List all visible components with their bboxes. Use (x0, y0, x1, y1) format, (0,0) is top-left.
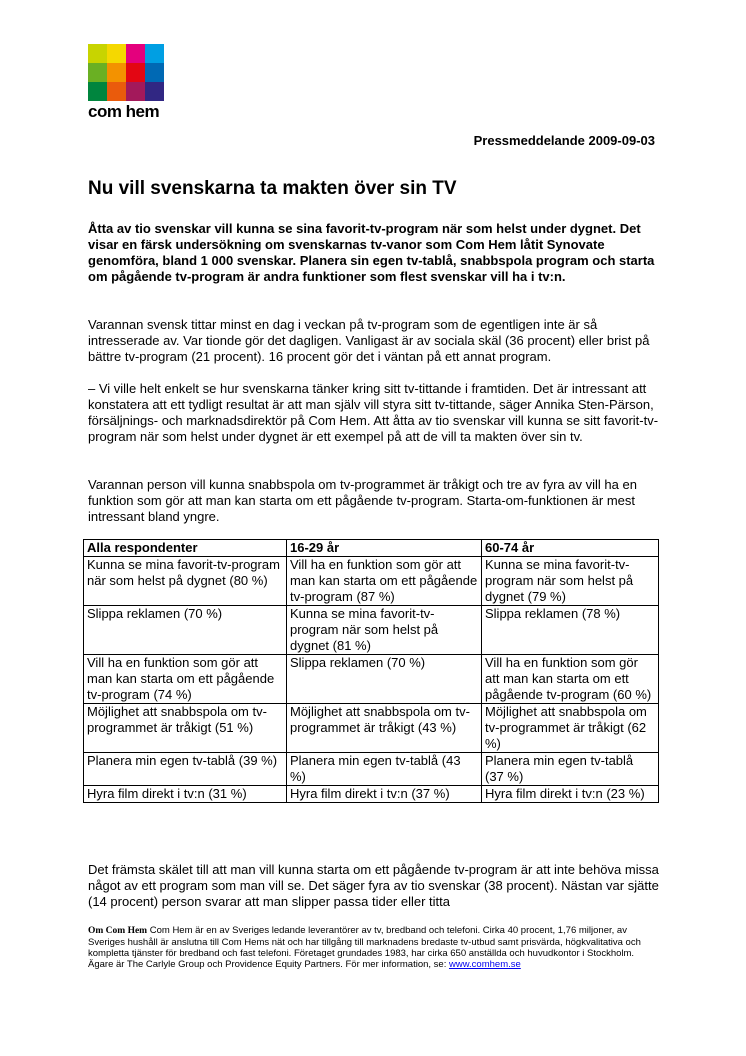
table-cell: Planera min egen tv-tablå (43 %) (287, 753, 482, 786)
column-header-16-29: 16-29 år (287, 540, 482, 557)
table-cell: Hyra film direkt i tv:n (37 %) (287, 786, 482, 803)
logo-tile (145, 63, 164, 82)
page-title: Nu vill svenskarna ta makten över sin TV (88, 178, 457, 199)
table-row (84, 557, 659, 606)
table-row (84, 606, 659, 655)
table-cell: Kunna se mina favorit-tv-program när som helst på dygnet (79 %) (482, 557, 659, 606)
table-row (84, 786, 659, 803)
logo-tile (145, 44, 164, 63)
body-paragraph: Varannan person vill kunna snabbspola om tv-programmet är tråkigt och tre av fyra av vill ha en funktion som gör att man kan starta om ett pågående tv-program. Starta-om-funktionen är mest intressant bland yngre. (88, 477, 637, 524)
table-cell: Möjlighet att snabbspola om tv-programmet är tråkigt (51 %) (84, 704, 287, 753)
footer-label: Om Com Hem (88, 926, 148, 936)
table-cell: Vill ha en funktion som gör att man kan starta om ett pågående tv-program (74 %) (84, 655, 287, 704)
logo-tile (88, 82, 107, 101)
com-hem-logo (88, 44, 164, 122)
table-cell: Kunna se mina favorit-tv-program när som helst på dygnet (80 %) (84, 557, 287, 606)
logo-tile (126, 63, 145, 82)
table-cell: Planera min egen tv-tablå (37 %) (482, 753, 659, 786)
footer-about (88, 925, 662, 970)
logo-tile (88, 63, 107, 82)
logo-tile (88, 44, 107, 63)
table-header-row (84, 540, 659, 557)
table-cell: Slippa reklamen (78 %) (482, 606, 659, 655)
table-cell: Hyra film direkt i tv:n (31 %) (84, 786, 287, 803)
table-cell: Möjlighet att snabbspola om tv-programmet är tråkigt (43 %) (287, 704, 482, 753)
table-cell: Vill ha en funktion som gör att man kan starta om ett pågående tv-program (87 %) (287, 557, 482, 606)
press-release-date: Pressmeddelande 2009-09-03 (473, 133, 655, 148)
table-cell: Vill ha en funktion som gör att man kan starta om ett pågående tv-program (60 %) (482, 655, 659, 704)
logo-tile (107, 82, 126, 101)
body-paragraph: – Vi ville helt enkelt se hur svenskarna tänker kring sitt tv-tittande i framtiden. Det är intressant att konstatera att ett tydligt resultat är att man själv vill styra sitt tv-tittande, säger Annika Sten-Pärson, försäljnings- och marknadsdirektör på Com Hem. Att åtta av tio svenskar vill kunna se sitt favorit-tv-program när som helst under dygnet är ett exempel på att de vill ta makten över sin tv. (88, 381, 659, 444)
table-row (84, 753, 659, 786)
column-header-60-74: 60-74 år (482, 540, 659, 557)
table-cell: Hyra film direkt i tv:n (23 %) (482, 786, 659, 803)
footer-text: Com Hem är en av Sveriges ledande leverantörer av tv, bredband och telefoni. Cirka 40 procent, 1,76 miljoner, av Sveriges hushåll är anslutna till Com Hems nät och har tillgång till marknadens bredaste tv-utbud samt prisvärda, högkvalitativa och kompletta tjänster för bredband och fast telefoni. Företaget grundades 1983, har cirka 650 anställda och huvudkontor i Stockholm. Ägare är The Carlyle Group och Providence Equity Partners. För mer information, se: (88, 925, 641, 970)
table-cell: Planera min egen tv-tablå (39 %) (84, 753, 287, 786)
logo-tile (126, 44, 145, 63)
table-row (84, 704, 659, 753)
table-cell: Kunna se mina favorit-tv-program när som helst på dygnet (81 %) (287, 606, 482, 655)
logo-tile (145, 82, 164, 101)
body-paragraph: Varannan svensk tittar minst en dag i veckan på tv-program som de egentligen inte är så intresserade av. Var tionde gör det dagligen. Vanligast är av sociala skäl (36 procent) eller brist på bättre tv-program (21 procent). 16 procent gör det i väntan på ett annat program. (88, 317, 650, 364)
logo-tile (107, 44, 126, 63)
respondents-table (83, 539, 659, 803)
body-paragraph: Det främsta skälet till att man vill kunna starta om ett pågående tv-program är att inte behöva missa något av ett program som man vill se. Det säger fyra av tio svenskar (38 procent). Nästan var sjätte (14 procent) person svarar att man slipper passa tider eller titta (88, 862, 659, 909)
logo-tile (107, 63, 126, 82)
table-cell: Möjlighet att snabbspola om tv-programmet är tråkigt (62 %) (482, 704, 659, 753)
table-row (84, 655, 659, 704)
column-header-all: Alla respondenter (84, 540, 287, 557)
logo-color-grid (88, 44, 164, 101)
table-cell: Slippa reklamen (70 %) (84, 606, 287, 655)
table-cell: Slippa reklamen (70 %) (287, 655, 482, 704)
logo-tile (126, 82, 145, 101)
logo-wordmark: com hem (88, 102, 160, 121)
footer-website-link[interactable]: www.comhem.se (448, 959, 521, 970)
lead-paragraph: Åtta av tio svenskar vill kunna se sina favorit-tv-program när som helst under dygnet. Det visar en färsk undersökning om svenskarnas tv-vanor som Com Hem låtit Synovate genomföra, bland 1 000 svenskar. Planera sin egen tv-tablå, snabbspola program och starta om pågående tv-program är andra funktioner som flest svenskar vill ha i tv:n. (88, 221, 655, 284)
